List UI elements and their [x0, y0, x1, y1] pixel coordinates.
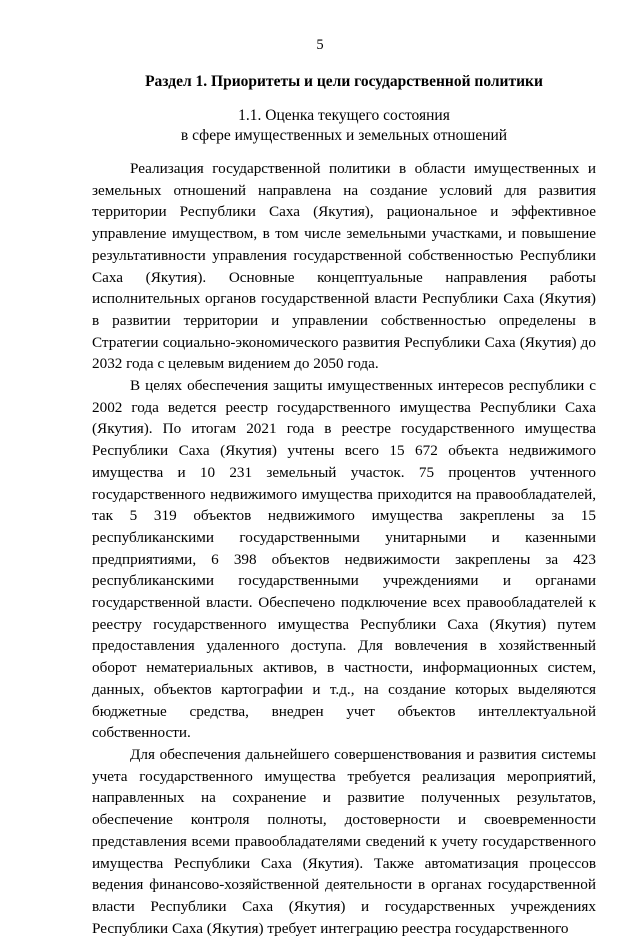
- subsection-title-line1: 1.1. Оценка текущего состояния: [238, 107, 450, 124]
- section-title: Раздел 1. Приоритеты и цели государственной политики: [145, 73, 543, 90]
- paragraph: Для обеспечения дальнейшего совершенствования и развития системы учета государственного имущества требуется реализация мероприятий, направленных на сохранение и развитие полученных результатов, обеспечение контроля полноты, достоверности и своевременности представления всеми правообладателями сведений к учету государственного имущества Республики Саха (Якутия). Также автоматизация процессов ведения финансово-хозяйственной деятельности в органах государственной власти Республики Саха (Якутия) и государственных учреждениях Республики Саха (Якутия) требует интеграцию реестра государственного: [92, 745, 596, 937]
- subsection-title-line2: в сфере имущественных и земельных отношений: [180, 126, 508, 144]
- body-text: [92, 158, 596, 939]
- page-number: 5: [316, 37, 324, 53]
- paragraph: В целях обеспечения защиты имущественных интересов республики с 2002 года ведется реестр государственного имущества Республики Саха (Якутия). По итогам 2021 года в реестре государственного имущества Республики Саха (Якутия) учтены всего 15 672 объекта недвижимого имущества и 10 231 земельный участок. 75 процентов учтенного государственного недвижимого имущества приходится на правообладателей, так 5 319 объектов недвижимого имущества закреплены за 15 республиканскими государственными унитарными и казенными предприятиями, 6 398 объектов недвижимости закреплены за 423 республиканскими государственными учреждениями и органами государственной власти. Обеспечено подключение всех правообладателей к реестру государственного имущества Республики Саха (Якутия) путем предоставления удаленного доступа. Для вовлечения в хозяйственный оборот нематериальных активов, в частности, информационных систем, данных, объектов картографии и т.д., на создание которых выделяются бюджетные средства, внедрен учет объектов интеллектуальной собственности.: [92, 377, 596, 742]
- paragraph: Реализация государственной политики в области имущественных и земельных отношений направлена на создание условий для развития территории Республики Саха (Якутия), рациональное и эффективное управление имуществом, в том числе земельными участками, и повышение результативности управления государственной собственностью Республики Саха (Якутия). Основные концептуальные направления работы исполнительных органов государственной власти Республики Саха (Якутия) в развитии территории и управлении собственностью определены в Стратегии социально-экономического развития Республики Саха (Якутия) до 2032 года с целевым видением до 2050 года.: [92, 160, 596, 373]
- subsection-heading: [92, 106, 596, 145]
